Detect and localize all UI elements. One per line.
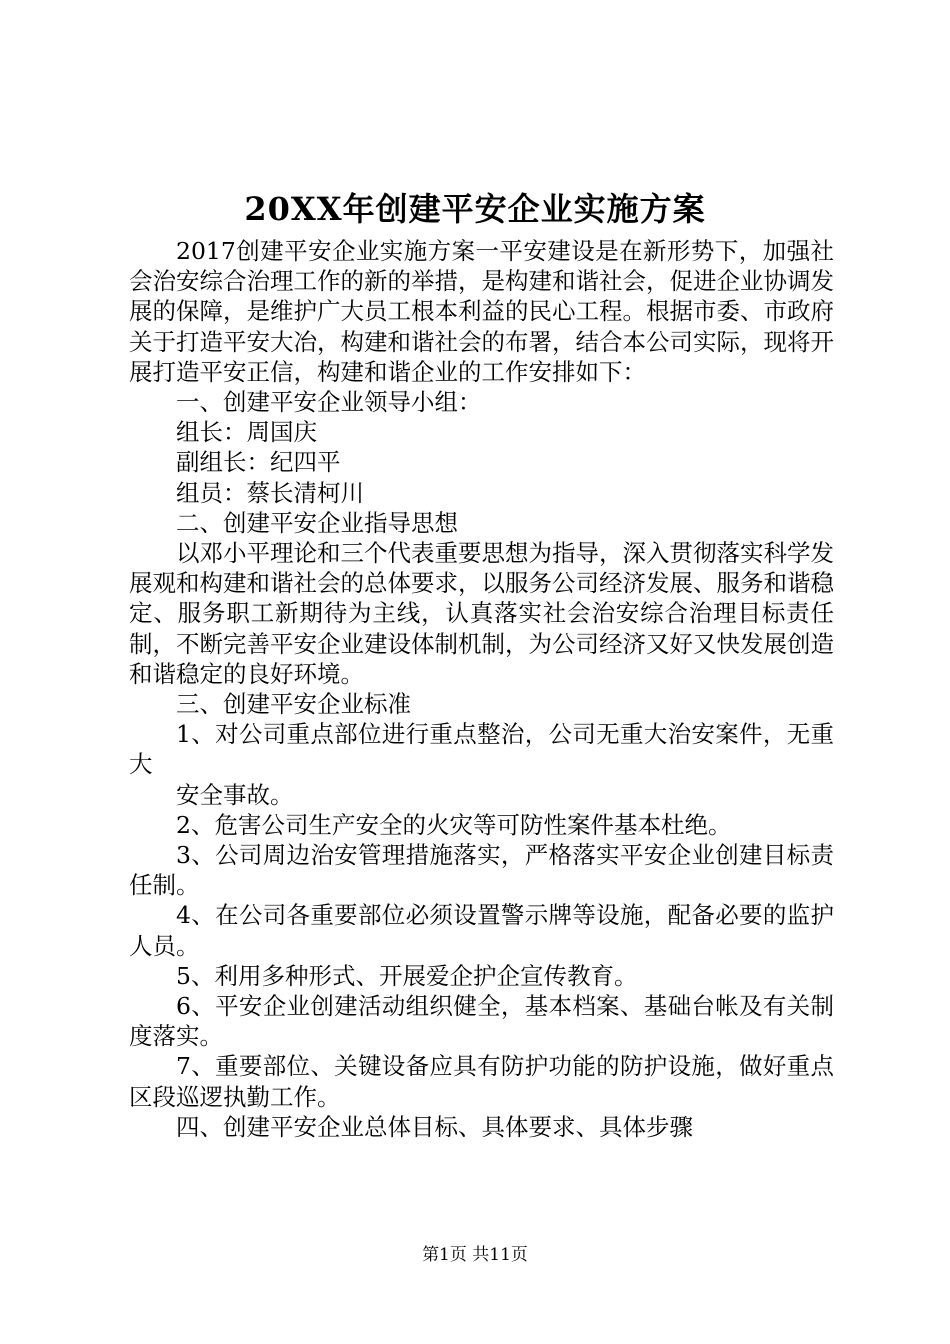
paragraph-guiding-thought: 以邓小平理论和三个代表重要思想为指导，深入贯彻落实科学发展观和构建和谐社会的总体要求，以服务公司经济发展、服务和谐稳定、服务职工新期待为主线，认真落实社会治安综合治理目标责任制，不断完善平安企业建设体制机制，为公司经济又好又快发展创造和谐稳定的良好环境。	[129, 539, 834, 688]
paragraph-deputy-leader: 副组长：纪四平	[176, 448, 341, 477]
heading-section-4: 四、创建平安企业总体目标、具体要求、具体步骤	[176, 1112, 693, 1141]
paragraph-standard-7: 7、重要部位、关键设备应具有防护功能的防护设施，做好重点区段巡逻执勤工作。	[129, 1052, 834, 1111]
heading-section-2: 二、创建平安企业指导思想	[176, 508, 458, 537]
paragraph-intro: 2017创建平安企业实施方案一平安建设是在新形势下，加强社会治安综合治理工作的新的举措，是构建和谐社会，促进企业协调发展的保障，是维护广大员工根本利益的民心工程。根据市委、市政府关于打造平安大冶，构建和谐社会的布署，结合本公司实际，现将开展打造平安正信，构建和谐企业的工作安排如下：	[129, 237, 834, 386]
paragraph-standard-3: 3、公司周边治安管理措施落实，严格落实平安企业创建目标责任制。	[129, 841, 834, 900]
document-title: 20XX年创建平安企业实施方案	[244, 190, 706, 228]
paragraph-standard-2: 2、危害公司生产安全的火灾等可防性案件基本杜绝。	[176, 810, 732, 839]
heading-section-1: 一、创建平安企业领导小组：	[176, 388, 482, 417]
paragraph-standard-4: 4、在公司各重要部位必须设置警示牌等设施，配备必要的监护人员。	[129, 901, 834, 960]
paragraph-standard-6: 6、平安企业创建活动组织健全，基本档案、基础台帐及有关制度落实。	[129, 992, 834, 1051]
page-number: 第1页 共11页	[422, 1245, 528, 1265]
paragraph-standard-1-cont: 安全事故。	[176, 780, 294, 809]
heading-section-3: 三、创建平安企业标准	[176, 690, 411, 719]
paragraph-standard-5: 5、利用多种形式、开展爱企护企宣传教育。	[176, 961, 638, 990]
paragraph-members: 组员：蔡长清柯川	[176, 478, 364, 507]
paragraph-leader: 组长：周国庆	[176, 418, 317, 447]
paragraph-standard-1: 1、对公司重点部位进行重点整治，公司无重大治安案件，无重大	[129, 720, 834, 779]
document-body	[129, 236, 834, 1142]
